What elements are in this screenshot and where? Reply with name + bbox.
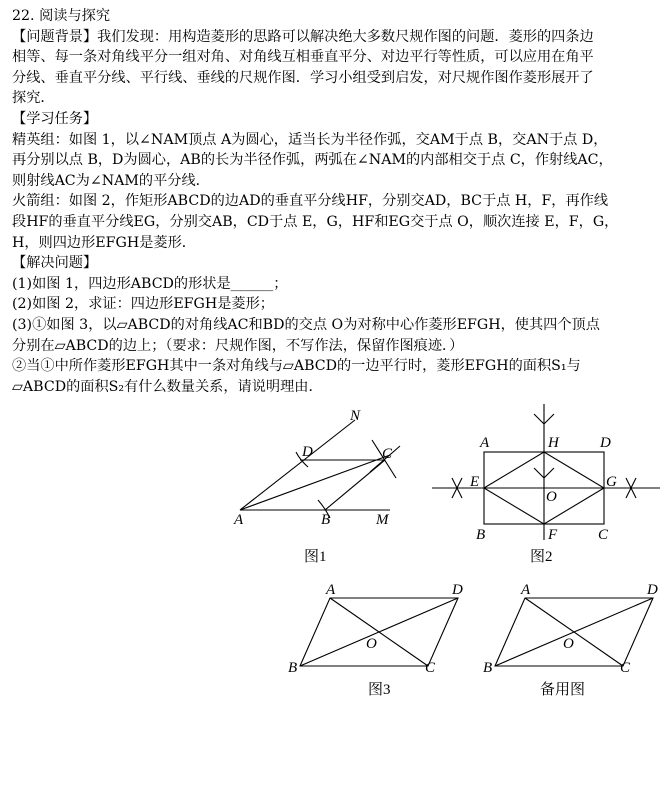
task-line: 则射线AC为∠NAM的平分线．: [12, 172, 210, 189]
diagonal-BD: [300, 598, 458, 666]
background-line: 相等、每一条对角线平分一组对角、对角线互相垂直平分、对边平行等性质，可以应用在角平: [12, 49, 594, 66]
figure-3: [300, 598, 458, 666]
label-F: F: [548, 527, 558, 543]
question-line: 分别在▱ABCD的边上；（要求：尺规作图，不写作法，保留作图痕迹．）: [12, 337, 464, 354]
task-line: 段HF的垂直平分线EG，分别交AB，CD于点 E，G，HF和EG交于点 O，顺次连接 E，F，G，: [12, 213, 619, 230]
label-N: N: [350, 408, 361, 424]
question-line: (2)如图 2，求证：四边形EFGH是菱形；: [12, 296, 274, 313]
label-M: M: [376, 512, 389, 528]
label-B: B: [476, 527, 486, 543]
figure-1: [240, 420, 400, 518]
label-O: O: [546, 489, 557, 505]
label-D: D: [647, 582, 658, 598]
caption-fig1: 图1: [304, 549, 327, 565]
label-G: G: [606, 474, 617, 490]
ray-AN: [240, 420, 355, 510]
background-line: 【问题背景】我们发现：用构造菱形的思路可以解决绝大多数尺规作图的问题．菱形的四条边: [12, 28, 594, 45]
label-C: C: [425, 660, 436, 676]
label-D: D: [302, 444, 313, 460]
caption-spare: 备用图: [540, 682, 586, 698]
task-heading: 【学习任务】: [12, 110, 98, 127]
ray-AC: [240, 455, 390, 510]
label-A: A: [326, 582, 336, 598]
task-line: 火箭组：如图 2，作矩形ABCD的边AD的垂直平分线HF，分别交AD，BC于点 H，F，再作线: [12, 193, 609, 210]
problem-title: 22. 阅读与探究: [12, 8, 111, 24]
diagonal-BD-spare: [495, 598, 653, 666]
question-line: ②当①中所作菱形EFGH其中一条对角线与▱ABCD的一边平行时，菱形EFGH的面积S₁与: [12, 358, 581, 375]
caption-fig2: 图2: [530, 549, 553, 565]
label-D: D: [600, 435, 611, 451]
label-A: A: [234, 512, 244, 528]
background-line: 分线、垂直平分线、平行线、垂线的尺规作图．学习小组受到启发，对尺规作图作菱形展开了: [12, 69, 594, 86]
question-line: ▱ABCD的面积S₂有什么数量关系，请说明理由．: [12, 378, 323, 395]
task-line: 再分别以点 B，D为圆心，AB的长为半径作弧，两弧在∠NAM的内部相交于点 C，作射线AC，: [12, 152, 613, 169]
label-O: O: [563, 636, 574, 652]
label-H: H: [548, 435, 559, 451]
figure-spare: [495, 598, 653, 666]
label-D: D: [452, 582, 463, 598]
label-E: E: [470, 474, 480, 490]
label-C: C: [382, 446, 393, 462]
label-O: O: [366, 636, 377, 652]
figure-2: [432, 404, 660, 540]
label-B: B: [483, 660, 493, 676]
caption-fig3: 图3: [368, 682, 391, 698]
solve-heading: 【解决问题】: [12, 255, 98, 272]
task-line: H，则四边形EFGH是菱形．: [12, 234, 196, 251]
task-line: 精英组：如图 1，以∠NAM顶点 A为圆心，适当长为半径作弧，交AM于点 B，交AN于点 D，: [12, 131, 608, 148]
question-line: (3)①如图 3，以▱ABCD的对角线AC和BD的交点 O为对称中心作菱形EFGH，使其四个顶点: [12, 316, 600, 333]
background-line: 探究．: [12, 90, 55, 107]
question-line: (1)如图 1，四边形ABCD的形状是______；: [12, 275, 288, 292]
label-C: C: [620, 660, 631, 676]
label-A: A: [480, 435, 490, 451]
label-A: A: [521, 582, 531, 598]
label-C: C: [598, 527, 609, 543]
label-B: B: [288, 660, 298, 676]
label-B: B: [321, 512, 331, 528]
